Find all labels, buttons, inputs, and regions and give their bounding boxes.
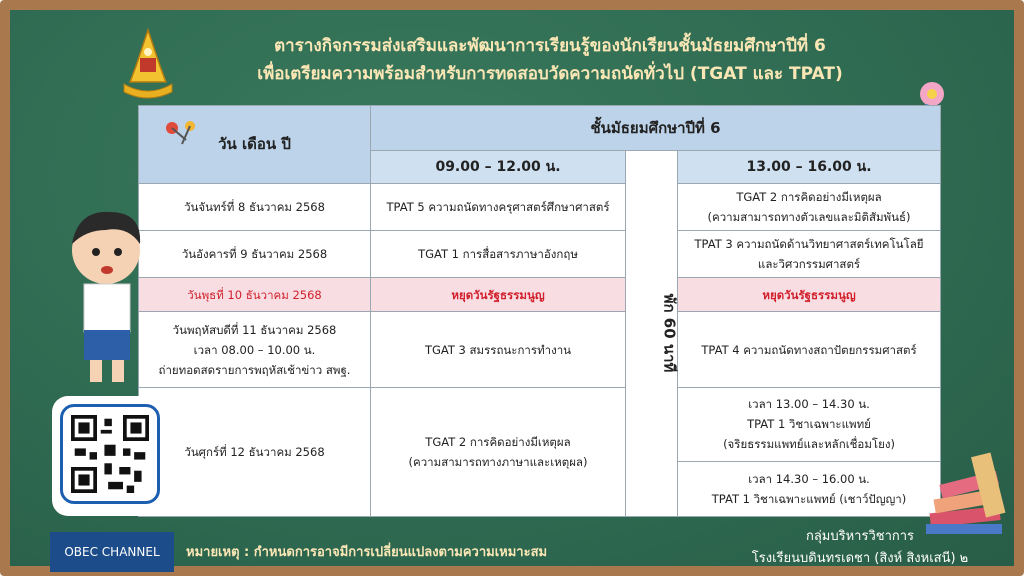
table-row	[139, 230, 941, 277]
table-row-holiday	[139, 277, 941, 312]
grade-header: ชั้นมัธยมศึกษาปีที่ 6	[371, 106, 941, 151]
holiday-cell: หยุดวันรัฐธรรมนูญ	[678, 277, 941, 312]
org-line-1: กลุ่มบริหารวิชาการ	[805, 529, 915, 544]
afternoon-text: TGAT 2 การคิดอย่างมีเหตุผล	[736, 189, 882, 204]
morning-text: (ความสามารถทางภาษาและเหตุผล)	[408, 455, 588, 470]
org-line-2: โรงเรียนบดินทรเดชา (สิงห์ สิงหเสนี) ๒	[751, 551, 969, 566]
title-line-1: ตารางกิจกรรมส่งเสริมและพัฒนาการเรียนรู้ของนักเรียนชั้นมัธยมศึกษาปีที่ 6	[274, 36, 826, 56]
afternoon-text: (ความสามารถทางตัวเลขและมิติสัมพันธ์)	[707, 209, 911, 224]
date-cell	[139, 312, 371, 388]
boy-cartoon-icon	[58, 200, 154, 390]
break-label: พัก 60 นาที	[660, 293, 679, 373]
date-cell: วันจันทร์ที่ 8 ธันวาคม 2568	[139, 183, 371, 230]
afternoon-text: เวลา 14.30 – 16.00 น.	[748, 471, 870, 486]
title-line-2: เพื่อเตรียมความพร้อมสำหรับการทดสอบวัดความถนัดทั่วไป (TGAT และ TPAT)	[257, 64, 843, 84]
date-cell: วันพุธที่ 10 ธันวาคม 2568	[139, 277, 371, 312]
afternoon-text: TPAT 3 ความถนัดด้านวิทยาศาสตร์เทคโนโลยี	[694, 236, 924, 251]
pushpin-icon	[162, 118, 202, 148]
date-text: วันพฤหัสบดีที่ 11 ธันวาคม 2568	[172, 322, 337, 337]
holiday-cell: หยุดวันรัฐธรรมนูญ	[371, 277, 626, 312]
date-cell: วันอังคารที่ 9 ธันวาคม 2568	[139, 230, 371, 277]
morning-header: 09.00 – 12.00 น.	[371, 150, 626, 183]
afternoon-text: TPAT 1 วิชาเฉพาะแพทย์ (เชาว์ปัญญา)	[711, 491, 907, 506]
afternoon-header: 13.00 – 16.00 น.	[678, 150, 941, 183]
morning-cell	[371, 388, 626, 517]
morning-cell: TGAT 3 สมรรถนะการทำงาน	[371, 312, 626, 388]
table-row	[139, 183, 941, 230]
morning-text: TGAT 2 การคิดอย่างมีเหตุผล	[425, 435, 571, 450]
books-icon	[922, 450, 1012, 538]
break-column	[626, 150, 678, 516]
qr-frame	[60, 404, 160, 504]
qr-code-icon	[71, 415, 149, 493]
afternoon-cell	[678, 388, 941, 462]
morning-cell: TPAT 5 ความถนัดทางครุศาสตร์ศึกษาศาสตร์	[371, 183, 626, 230]
afternoon-cell	[678, 461, 941, 516]
afternoon-text: TPAT 1 วิชาเฉพาะแพทย์	[747, 417, 871, 432]
morning-cell: TGAT 1 การสื่อสารภาษาอังกฤษ	[371, 230, 626, 277]
page-title	[210, 32, 890, 88]
afternoon-text: และวิศวกรรมศาสตร์	[757, 256, 861, 271]
date-text: ถ่ายทอดสดรายการพฤหัสเช้าข่าว สพฐ.	[158, 362, 351, 377]
qr-code-card	[52, 396, 168, 516]
date-header-label: วัน เดือน ปี	[218, 135, 291, 154]
schedule-table	[138, 105, 941, 517]
afternoon-cell	[678, 230, 941, 277]
date-text: เวลา 08.00 – 10.00 น.	[193, 342, 316, 357]
table-row	[139, 388, 941, 462]
footer-note: หมายเหตุ : กำหนดการอาจมีการเปลี่ยนแปลงตามความเหมาะสม	[186, 545, 548, 560]
afternoon-text: (จริยธรรมแพทย์และหลักเชื่อมโยง)	[723, 437, 895, 452]
afternoon-text: เวลา 13.00 – 14.30 น.	[748, 397, 870, 412]
afternoon-cell: TPAT 4 ความถนัดทางสถาปัตยกรรมศาสตร์	[678, 312, 941, 388]
date-cell: วันศุกร์ที่ 12 ธันวาคม 2568	[139, 388, 371, 517]
afternoon-cell	[678, 183, 941, 230]
school-emblem-icon	[120, 28, 176, 102]
obec-channel-badge: OBEC CHANNEL	[50, 532, 174, 572]
table-row	[139, 312, 941, 388]
